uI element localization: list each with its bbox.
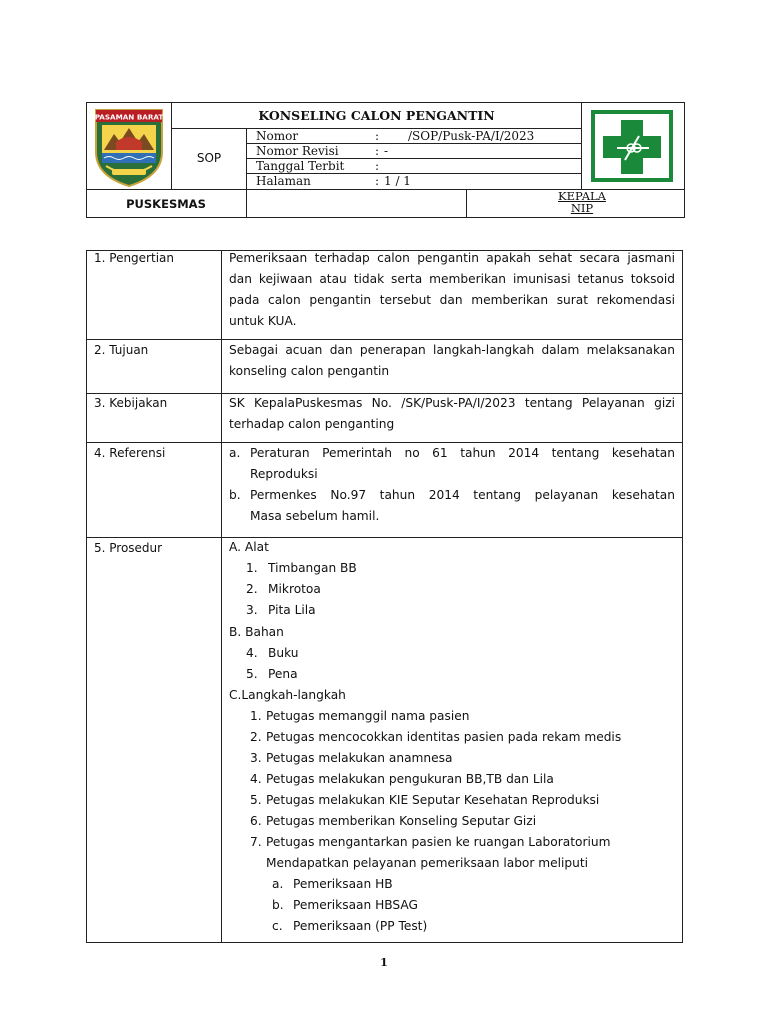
meta-sep: : — [375, 144, 380, 158]
sub-marker: b. — [272, 898, 284, 912]
list-item-cont: Masa sebelum hamil. — [250, 509, 380, 523]
list-item: Timbangan BB — [268, 561, 357, 575]
section-heading-alat: A. Alat — [229, 540, 269, 554]
row-text-pengertian: Pemeriksaan terhadap calon pengantin apakah sehat secara jasmani dan kejiwaan atau tidak serta memberikan imunisasi tetanus toksoid pada calon pengantin tersebut dan memberikan surat rekomendasi untuk KUA. — [229, 251, 675, 328]
meta-sep: : — [375, 174, 380, 188]
sop-label: SOP — [196, 151, 222, 165]
sub-item: Pemeriksaan (PP Test) — [293, 919, 428, 933]
list-item: Pita Lila — [268, 603, 316, 617]
sub-item: Pemeriksaan HB — [293, 877, 393, 891]
sub-marker: a. — [272, 877, 284, 891]
step-item: Petugas mengantarkan pasien ke ruangan Laboratorium — [266, 835, 611, 849]
puskesmas-logo — [587, 108, 677, 184]
meta-label-nomor: Nomor — [256, 129, 299, 143]
step-marker: 3. — [250, 751, 262, 765]
meta-label-tanggal: Tanggal Terbit — [256, 159, 345, 173]
list-marker: 1. — [246, 561, 258, 575]
logo-text: PASAMAN BARAT — [94, 112, 164, 122]
kepala-label: KEPALA — [558, 189, 606, 203]
list-item: Mikrotoa — [268, 582, 321, 596]
column-divider — [221, 250, 222, 943]
row-label-kebijakan: 3. Kebijakan — [94, 396, 168, 410]
row-label-referensi: 4. Referensi — [94, 446, 166, 460]
list-item: Pena — [268, 667, 298, 681]
sub-marker: c. — [272, 919, 283, 933]
list-marker: 4. — [246, 646, 258, 660]
list-item-cont: Reproduksi — [250, 467, 318, 481]
document-title: KONSELING CALON PENGANTIN — [258, 108, 495, 123]
step-marker: 2. — [250, 730, 262, 744]
list-item: Buku — [268, 646, 299, 660]
divider — [581, 102, 582, 190]
step-item: Petugas memanggil nama pasien — [266, 709, 470, 723]
row-text-tujuan: Sebagai acuan dan penerapan langkah-langkah dalam melaksanakan konseling calon pengantin — [229, 343, 675, 378]
row-label-pengertian: 1. Pengertian — [94, 251, 174, 265]
list-item: Peraturan Pemerintah no 61 tahun 2014 tentang kesehatan — [250, 446, 675, 460]
section-heading-langkah: C.Langkah-langkah — [229, 688, 346, 702]
step-item: Petugas melakukan pengukuran BB,TB dan Lila — [266, 772, 554, 786]
row-divider — [86, 537, 683, 538]
pasaman-barat-logo — [90, 106, 168, 188]
divider — [466, 189, 467, 218]
meta-value-revisi: - — [384, 144, 389, 158]
list-item: Permenkes No.97 tahun 2014 tentang pelayanan kesehatan — [250, 488, 675, 502]
step-item-cont: Mendapatkan pelayanan pemeriksaan labor meliputi — [266, 856, 589, 870]
step-marker: 6. — [250, 814, 262, 828]
meta-label-halaman: Halaman — [256, 174, 311, 188]
step-item: Petugas mencocokkan identitas pasien pada rekam medis — [266, 730, 622, 744]
step-marker: 7. — [250, 835, 262, 849]
meta-label-revisi: Nomor Revisi — [256, 144, 339, 158]
row-label-prosedur: 5. Prosedur — [94, 541, 163, 555]
meta-sep: : — [375, 159, 380, 173]
list-marker: 3. — [246, 603, 258, 617]
section-heading-bahan: B. Bahan — [229, 625, 284, 639]
step-item: Petugas melakukan anamnesa — [266, 751, 453, 765]
meta-value-nomor: /SOP/Pusk-PA/I/2023 — [408, 129, 535, 143]
signature-block — [537, 190, 627, 214]
list-marker: 5. — [246, 667, 258, 681]
meta-value-halaman: 1 / 1 — [384, 174, 411, 188]
page-number: 1 — [380, 956, 388, 969]
list-marker: 2. — [246, 582, 258, 596]
org-label: PUSKESMAS — [126, 197, 206, 211]
step-marker: 5. — [250, 793, 262, 807]
step-item: Petugas melakukan KIE Seputar Kesehatan Reproduksi — [266, 793, 600, 807]
step-marker: 4. — [250, 772, 262, 786]
list-marker: b. — [229, 488, 241, 502]
nip-label: NIP — [570, 201, 594, 215]
step-marker: 1. — [250, 709, 262, 723]
list-marker: a. — [229, 446, 241, 460]
step-item: Petugas memberikan Konseling Seputar Gizi — [266, 814, 537, 828]
row-label-tujuan: 2. Tujuan — [94, 343, 149, 357]
meta-sep: : — [375, 129, 380, 143]
row-text-kebijakan: SK KepalaPuskesmas No. /SK/Pusk-PA/I/2023 tentang Pelayanan gizi terhadap calon penganting — [229, 396, 675, 431]
sub-item: Pemeriksaan HBSAG — [293, 898, 418, 912]
